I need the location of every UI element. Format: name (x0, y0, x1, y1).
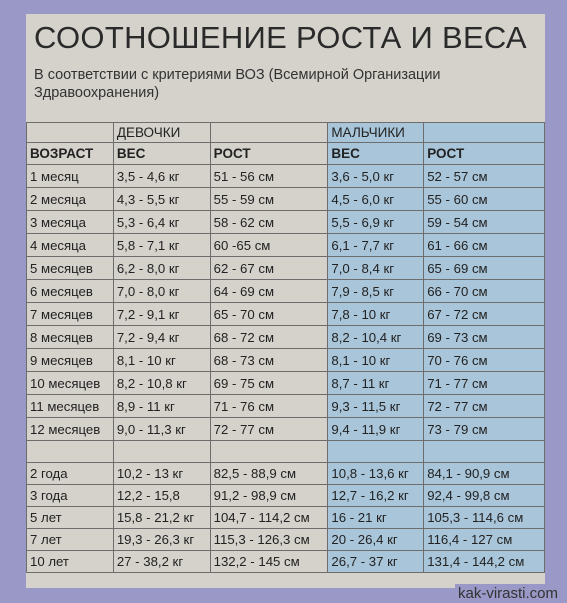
header-age: ВОЗРАСТ (27, 143, 114, 165)
age-cell: 8 месяцев (27, 326, 114, 349)
boys-height-cell: 65 - 69 см (424, 257, 545, 280)
girls-weight-cell: 19,3 - 26,3 кг (113, 529, 210, 551)
boys-weight-cell: 4,5 - 6,0 кг (328, 188, 424, 211)
spacer-cell (424, 441, 545, 463)
boys-height-cell: 66 - 70 см (424, 280, 545, 303)
table-row (27, 372, 545, 395)
boys-height-cell: 105,3 - 114,6 см (424, 507, 545, 529)
boys-weight-cell: 6,1 - 7,7 кг (328, 234, 424, 257)
boys-height-cell: 72 - 77 см (424, 395, 545, 418)
girls-weight-cell: 5,8 - 7,1 кг (113, 234, 210, 257)
age-cell: 2 года (27, 463, 114, 485)
girls-weight-cell: 8,2 - 10,8 кг (113, 372, 210, 395)
girls-height-cell: 60 -65 см (210, 234, 328, 257)
header-boys-height: РОСТ (424, 143, 545, 165)
boys-height-cell: 116,4 - 127 см (424, 529, 545, 551)
age-cell: 10 лет (27, 551, 114, 573)
column-header-row (27, 143, 545, 165)
boys-height-cell: 71 - 77 см (424, 372, 545, 395)
boys-weight-cell: 10,8 - 13,6 кг (328, 463, 424, 485)
site-watermark: kak-virasti.com (455, 584, 561, 603)
header-girls-height: РОСТ (210, 143, 328, 165)
group-girls-label: ДЕВОЧКИ (113, 123, 210, 143)
boys-height-cell: 52 - 57 см (424, 165, 545, 188)
growth-weight-table (26, 122, 545, 573)
girls-weight-cell: 5,3 - 6,4 кг (113, 211, 210, 234)
table-row (27, 529, 545, 551)
boys-weight-cell: 5,5 - 6,9 кг (328, 211, 424, 234)
age-cell: 3 месяца (27, 211, 114, 234)
girls-weight-cell: 8,1 - 10 кг (113, 349, 210, 372)
table-row (27, 349, 545, 372)
girls-weight-cell: 9,0 - 11,3 кг (113, 418, 210, 441)
chart-card (26, 14, 545, 588)
boys-weight-cell: 7,9 - 8,5 кг (328, 280, 424, 303)
table-row (27, 188, 545, 211)
girls-height-cell: 68 - 73 см (210, 349, 328, 372)
girls-height-cell: 72 - 77 см (210, 418, 328, 441)
girls-height-cell: 71 - 76 см (210, 395, 328, 418)
age-cell: 11 месяцев (27, 395, 114, 418)
group-header-row (27, 123, 545, 143)
table-row (27, 507, 545, 529)
boys-weight-cell: 9,3 - 11,5 кг (328, 395, 424, 418)
group-girls-filler (210, 123, 328, 143)
boys-weight-cell: 26,7 - 37 кг (328, 551, 424, 573)
spacer-row (27, 441, 545, 463)
table-row (27, 395, 545, 418)
header-boys-weight: ВЕС (328, 143, 424, 165)
boys-height-cell: 69 - 73 см (424, 326, 545, 349)
girls-height-cell: 58 - 62 см (210, 211, 328, 234)
table-row (27, 303, 545, 326)
boys-weight-cell: 3,6 - 5,0 кг (328, 165, 424, 188)
boys-weight-cell: 20 - 26,4 кг (328, 529, 424, 551)
girls-height-cell: 65 - 70 см (210, 303, 328, 326)
boys-height-cell: 70 - 76 см (424, 349, 545, 372)
boys-weight-cell: 7,0 - 8,4 кг (328, 257, 424, 280)
girls-height-cell: 132,2 - 145 см (210, 551, 328, 573)
table-row (27, 551, 545, 573)
boys-height-cell: 55 - 60 см (424, 188, 545, 211)
page-subtitle: В соответствии с критериями ВОЗ (Всемирной Организации Здравоохранения) (34, 67, 441, 101)
girls-weight-cell: 7,2 - 9,1 кг (113, 303, 210, 326)
boys-height-cell: 67 - 72 см (424, 303, 545, 326)
age-cell: 10 месяцев (27, 372, 114, 395)
girls-weight-cell: 7,0 - 8,0 кг (113, 280, 210, 303)
girls-height-cell: 68 - 72 см (210, 326, 328, 349)
age-cell: 7 лет (27, 529, 114, 551)
girls-weight-cell: 15,8 - 21,2 кг (113, 507, 210, 529)
boys-height-cell: 61 - 66 см (424, 234, 545, 257)
table-row (27, 165, 545, 188)
boys-weight-cell: 8,7 - 11 кг (328, 372, 424, 395)
girls-weight-cell: 12,2 - 15,8 (113, 485, 210, 507)
group-boys-label: МАЛЬЧИКИ (328, 123, 424, 143)
boys-height-cell: 84,1 - 90,9 см (424, 463, 545, 485)
boys-height-cell: 59 - 54 см (424, 211, 545, 234)
age-cell: 6 месяцев (27, 280, 114, 303)
group-empty-cell (27, 123, 114, 143)
table-row (27, 234, 545, 257)
table-row (27, 257, 545, 280)
table-row (27, 326, 545, 349)
age-cell: 4 месяца (27, 234, 114, 257)
spacer-cell (27, 441, 114, 463)
girls-height-cell: 64 - 69 см (210, 280, 328, 303)
header-girls-weight: ВЕС (113, 143, 210, 165)
girls-weight-cell: 4,3 - 5,5 кг (113, 188, 210, 211)
group-boys-filler (424, 123, 545, 143)
table-row (27, 280, 545, 303)
girls-weight-cell: 6,2 - 8,0 кг (113, 257, 210, 280)
girls-height-cell: 69 - 75 см (210, 372, 328, 395)
girls-height-cell: 91,2 - 98,9 см (210, 485, 328, 507)
boys-weight-cell: 8,2 - 10,4 кг (328, 326, 424, 349)
boys-weight-cell: 8,1 - 10 кг (328, 349, 424, 372)
girls-height-cell: 104,7 - 114,2 см (210, 507, 328, 529)
girls-weight-cell: 8,9 - 11 кг (113, 395, 210, 418)
table-row (27, 418, 545, 441)
age-cell: 7 месяцев (27, 303, 114, 326)
girls-weight-cell: 7,2 - 9,4 кг (113, 326, 210, 349)
girls-weight-cell: 3,5 - 4,6 кг (113, 165, 210, 188)
spacer-cell (328, 441, 424, 463)
boys-weight-cell: 16 - 21 кг (328, 507, 424, 529)
page-title: СООТНОШЕНИЕ РОСТА И ВЕСА (34, 20, 527, 55)
girls-height-cell: 55 - 59 см (210, 188, 328, 211)
girls-height-cell: 51 - 56 см (210, 165, 328, 188)
age-cell: 2 месяца (27, 188, 114, 211)
table-row (27, 485, 545, 507)
age-cell: 3 года (27, 485, 114, 507)
boys-weight-cell: 7,8 - 10 кг (328, 303, 424, 326)
boys-height-cell: 73 - 79 см (424, 418, 545, 441)
boys-weight-cell: 12,7 - 16,2 кг (328, 485, 424, 507)
boys-height-cell: 92,4 - 99,8 см (424, 485, 545, 507)
girls-weight-cell: 27 - 38,2 кг (113, 551, 210, 573)
boys-weight-cell: 9,4 - 11,9 кг (328, 418, 424, 441)
age-cell: 5 месяцев (27, 257, 114, 280)
table-row (27, 463, 545, 485)
girls-height-cell: 115,3 - 126,3 см (210, 529, 328, 551)
age-cell: 12 месяцев (27, 418, 114, 441)
spacer-cell (210, 441, 328, 463)
table-row (27, 211, 545, 234)
girls-height-cell: 62 - 67 см (210, 257, 328, 280)
age-cell: 1 месяц (27, 165, 114, 188)
girls-height-cell: 82,5 - 88,9 см (210, 463, 328, 485)
age-cell: 5 лет (27, 507, 114, 529)
age-cell: 9 месяцев (27, 349, 114, 372)
spacer-cell (113, 441, 210, 463)
girls-weight-cell: 10,2 - 13 кг (113, 463, 210, 485)
boys-height-cell: 131,4 - 144,2 см (424, 551, 545, 573)
